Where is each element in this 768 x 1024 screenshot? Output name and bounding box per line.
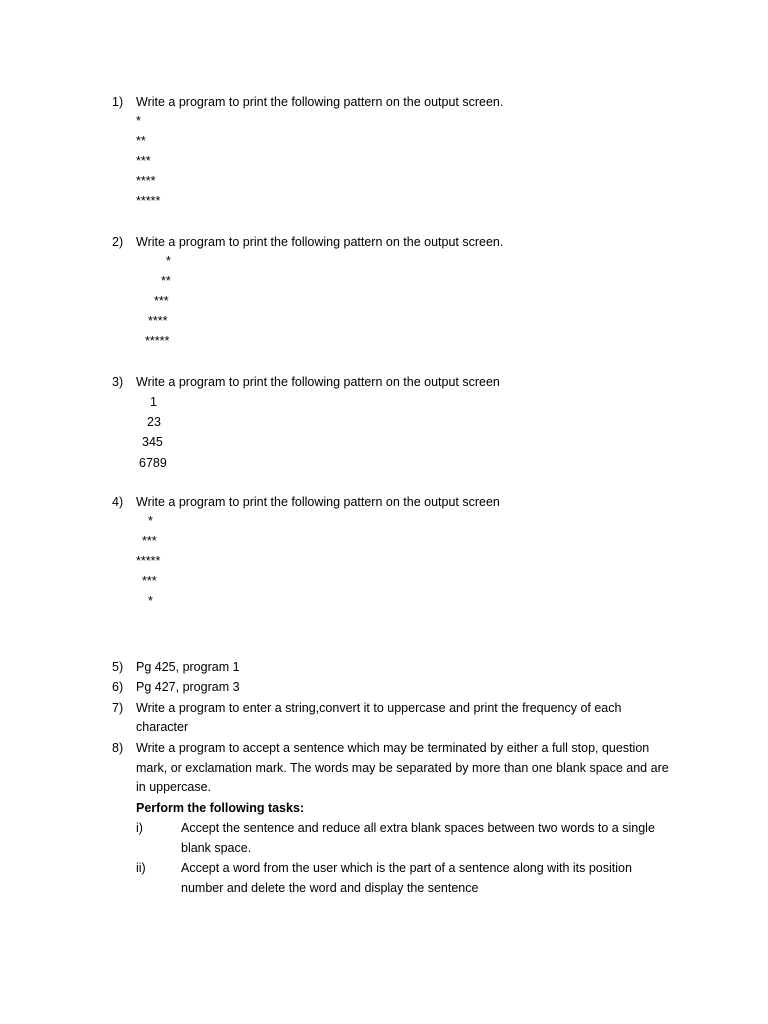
q3-number: 3): [112, 375, 124, 389]
q3-text: Write a program to print the following pattern on the output screen: [136, 375, 500, 389]
q8-task-line: Accept the sentence and reduce all extra blank spaces between two words to a single: [181, 821, 655, 835]
q3-pattern-line: 345: [142, 435, 163, 449]
q8-text-line: Write a program to accept a sentence which may be terminated by either a full stop, question: [136, 741, 650, 755]
q3-pattern-line: 23: [147, 415, 161, 429]
q8-text-line: in uppercase.: [136, 780, 212, 794]
q8-task-line: blank space.: [181, 841, 252, 855]
q2-pattern-line: **: [161, 274, 171, 288]
q7-text-line: Write a program to enter a string,convert it to uppercase and print the frequency of each: [136, 701, 622, 715]
q4-pattern-line: *: [148, 594, 153, 608]
q7-number: 7): [112, 701, 124, 715]
q7-text-line: character: [136, 720, 189, 734]
q2-pattern-line: ***: [154, 294, 169, 308]
q4-pattern-line: *****: [136, 554, 161, 568]
q1-number: 1): [112, 95, 124, 109]
q4-text: Write a program to print the following pattern on the output screen: [136, 495, 500, 509]
q8-task-label: ii): [136, 861, 146, 875]
q2-pattern-line: *****: [145, 334, 170, 348]
q8-task-line: Accept a word from the user which is the part of a sentence along with its position: [181, 861, 632, 875]
q5-number: 5): [112, 660, 124, 674]
q2-pattern-line: ****: [148, 314, 168, 328]
q1-pattern-line: *****: [136, 194, 161, 208]
q8-tasks-heading: Perform the following tasks:: [136, 801, 305, 815]
q1-pattern-line: **: [136, 134, 146, 148]
q4-pattern-line: *: [148, 514, 153, 528]
q1-pattern-line: *: [136, 114, 141, 128]
q2-pattern-line: *: [166, 254, 171, 268]
q8-number: 8): [112, 741, 124, 755]
q6-number: 6): [112, 680, 124, 694]
q3-pattern-line: 1: [150, 395, 157, 409]
q5-text: Pg 425, program 1: [136, 660, 240, 674]
q8-task-line: number and delete the word and display the sentence: [181, 881, 479, 895]
q6-text: Pg 427, program 3: [136, 680, 240, 694]
q1-text: Write a program to print the following pattern on the output screen.: [136, 95, 504, 109]
q2-text: Write a program to print the following pattern on the output screen.: [136, 235, 504, 249]
q4-pattern-line: ***: [142, 574, 157, 588]
q1-pattern-line: ***: [136, 154, 151, 168]
q2-number: 2): [112, 235, 124, 249]
q3-pattern-line: 6789: [139, 456, 167, 470]
q8-text-line: mark, or exclamation mark. The words may be separated by more than one blank space and are: [136, 761, 669, 775]
q1-pattern-line: ****: [136, 174, 156, 188]
q4-pattern-line: ***: [142, 534, 157, 548]
q4-number: 4): [112, 495, 124, 509]
q8-task-label: i): [136, 821, 143, 835]
